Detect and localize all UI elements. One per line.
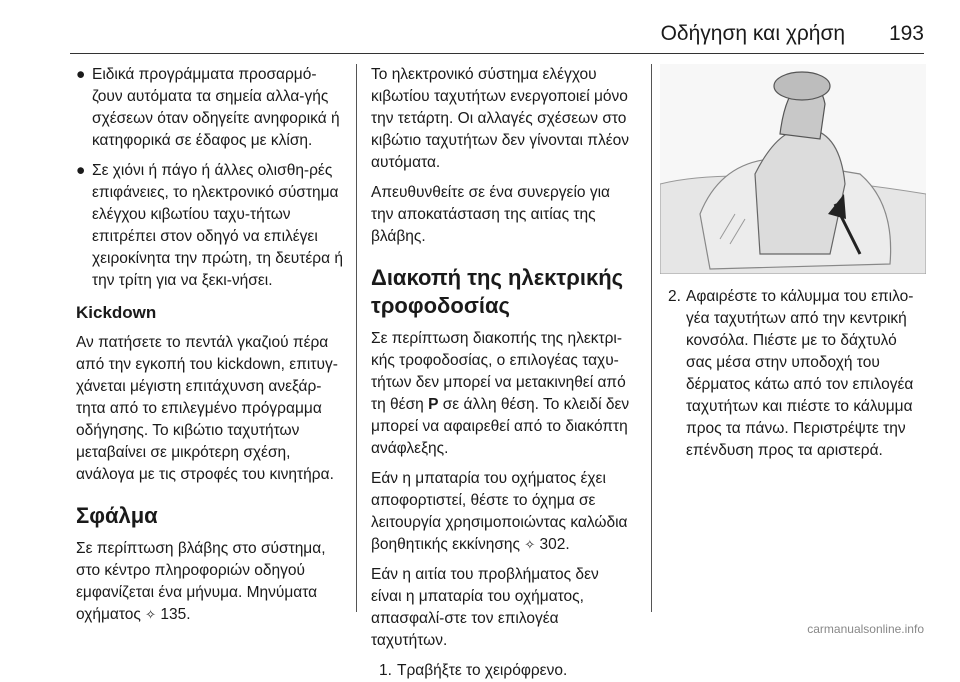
page-ref-link[interactable]: 135.: [160, 606, 191, 623]
bullet-list: [76, 64, 346, 292]
step-text: Αφαιρέστε το κάλυμμα του επιλο-γέα ταχυτήτων από την κεντρική κονσόλα. Πιέστε με το δάχτυλό σας μέσα στην υποδοχή του δέρματος κάτω από τον επιλογέα ταχυτήτων και πιέστε το κάλυμμα προς τα πάνω. Περιστρέψτε την επένδυση προς τα αριστερά.: [686, 288, 914, 459]
bullet-icon: ●: [76, 66, 86, 83]
page-ref-icon: ✧: [145, 607, 157, 622]
paragraph: Εάν η αιτία του προβλήματος δεν είναι η μπαταρία του οχήματος, απασφαλί-στε τον επιλογέα ταχυτήτων.: [371, 566, 599, 649]
step-item: [668, 286, 926, 462]
column-middle: [371, 64, 633, 682]
bullet-text: Σε χιόνι ή πάγο ή άλλες ολισθη-ρές επιφάνειες, το ηλεκτρονικό σύστημα ελέγχου κιβωτίου ταχυ-τήτων επιτρέπει στον οδηγό να επιλέγει χειροκίνητα την πρώτη, τη δευτέρα ή την τρίτη για να ξεκι-νήσει.: [92, 162, 344, 289]
column-right: [668, 286, 926, 462]
gear-position-label: P: [428, 396, 439, 413]
column-left: [76, 64, 346, 634]
page-ref-icon: ✧: [524, 537, 536, 552]
bullet-icon: ●: [76, 162, 86, 179]
step-number: 1.: [379, 662, 392, 679]
paragraph: [371, 468, 633, 556]
step-number: 2.: [668, 288, 681, 305]
paragraph: [371, 328, 633, 460]
kickdown-heading: Kickdown: [76, 303, 157, 322]
page-number: 193: [888, 22, 924, 45]
page-ref-link[interactable]: 302.: [539, 536, 570, 553]
column-divider: [356, 64, 357, 612]
list-item: [76, 160, 346, 292]
column-divider: [651, 64, 652, 612]
step-text: Τραβήξτε το χειρόφρενο.: [397, 662, 568, 679]
header-rule: [70, 53, 924, 54]
steps-list: [371, 660, 633, 682]
kickdown-text: Αν πατήσετε το πεντάλ γκαζιού πέρα από την εγκοπή του kickdown, επιτυγ-χάνεται μέγιστη επιτάχυνση ανεξάρ-τητα από το επιλεγμένο πρόγραμμα οδήγησης. Το κιβώτιο ταχυτήτων μεταβαίνει σε μικρότερη σχέση, ανάλογα με τις στροφές του κινητήρα.: [76, 334, 338, 483]
step-item: [379, 660, 633, 682]
page-header: [661, 22, 924, 46]
paragraph: Απευθυνθείτε σε ένα συνεργείο για την αποκατάσταση της αιτίας της βλάβης.: [371, 184, 610, 245]
list-item: [76, 64, 346, 152]
power-interruption-heading: Διακοπή της ηλεκτρικής τροφοδοσίας: [371, 265, 624, 318]
paragraph-text: Σε περίπτωση διακοπής της ηλεκτρι-κής τροφοδοσίας, ο επιλογέας ταχυ-τήτων δεν μπορεί να μετακινηθεί από τη θέση: [371, 330, 626, 413]
paragraph-text: σε άλλη θέση. Το κλειδί δεν μπορεί να αφαιρεθεί από το διακόπτη ανάφλεξης.: [371, 396, 630, 457]
error-paragraph: [76, 538, 346, 626]
bullet-text: Ειδικά προγράμματα προσαρμό-ζουν αυτόματα τα σημεία αλλα-γής σχέσεων όταν οδηγείτε ανηφορικά ή κατηφορικά σε έδαφος με κλίση.: [92, 66, 340, 149]
paragraph-text: Εάν η μπαταρία του οχήματος έχει αποφορτιστεί, θέστε το όχημα σε λειτουργία χρησιμοποιώντας καλώδια βοηθητικής εκκίνησης: [371, 470, 628, 553]
error-heading: Σφάλμα: [76, 503, 158, 528]
watermark: carmanualsonline.info: [807, 622, 924, 636]
steps-list: [668, 286, 926, 462]
paragraph: Το ηλεκτρονικό σύστημα ελέγχου κιβωτίου ταχυτήτων ενεργοποιεί μόνο την τετάρτη. Οι αλλαγές σχέσεων στο κιβώτιο ταχυτήτων δεν γίνονται πλέον αυτόματα.: [371, 66, 630, 171]
page-title: Οδήγηση και χρήση: [660, 22, 846, 45]
gear-selector-illustration: [660, 64, 926, 274]
error-text: Σε περίπτωση βλάβης στο σύστημα, στο κέντρο πληροφοριών οδηγού εμφανίζεται ένα μήνυμα. Μηνύματα οχήματος: [76, 540, 326, 623]
